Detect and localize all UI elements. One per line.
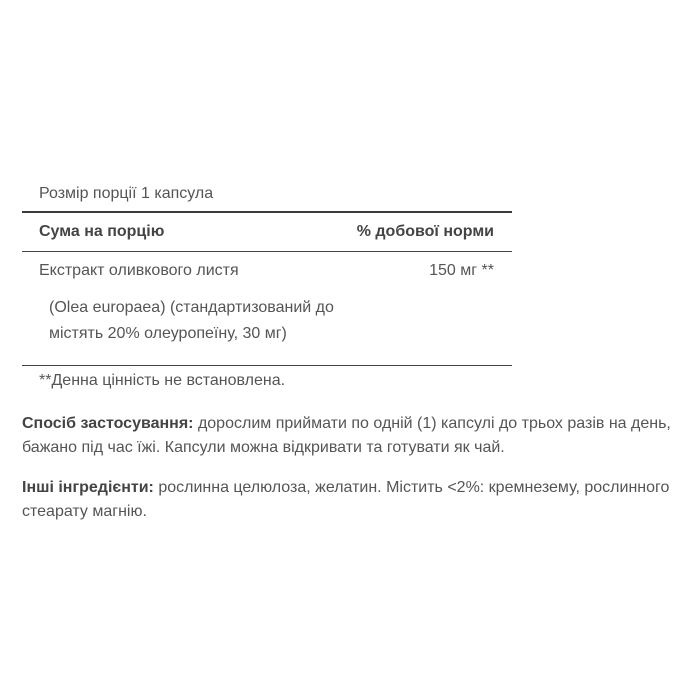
footnote: **Денна цінність не встановлена. bbox=[39, 372, 286, 389]
ingredient-detail-2: містять 20% олеуропеїну, 30 мг) bbox=[49, 325, 287, 342]
other-ingredients-label: Інші інгредієнти: bbox=[22, 479, 154, 496]
ingredient-amount: 150 мг ** bbox=[429, 262, 494, 279]
serving-size: Розмір порції 1 капсула bbox=[39, 185, 214, 202]
daily-value-label: % добової норми bbox=[356, 223, 494, 240]
ingredient-detail-1: (Olea europaea) (стандартизований до bbox=[49, 299, 334, 316]
supplement-facts bbox=[22, 179, 512, 396]
usage-label: Спосіб застосування: bbox=[22, 415, 194, 432]
amount-per-serving-label: Сума на порцію bbox=[39, 223, 165, 240]
facts-header bbox=[22, 213, 512, 251]
usage-text: дорослим приймати по одній (1) капсулі до трьох разів на день, бажано під час їжі. Капсули можна відкривати та готувати як чай. bbox=[22, 415, 671, 456]
usage-paragraph bbox=[22, 412, 687, 460]
ingredient-row bbox=[22, 252, 512, 365]
ingredient-name: Екстракт оливкового листя bbox=[39, 262, 239, 279]
other-ingredients-paragraph bbox=[22, 476, 687, 524]
other-ingredients-text: рослинна целюлоза, желатин. Містить <2%: кремнезему, рослинного стеарату магнію. bbox=[22, 479, 670, 520]
